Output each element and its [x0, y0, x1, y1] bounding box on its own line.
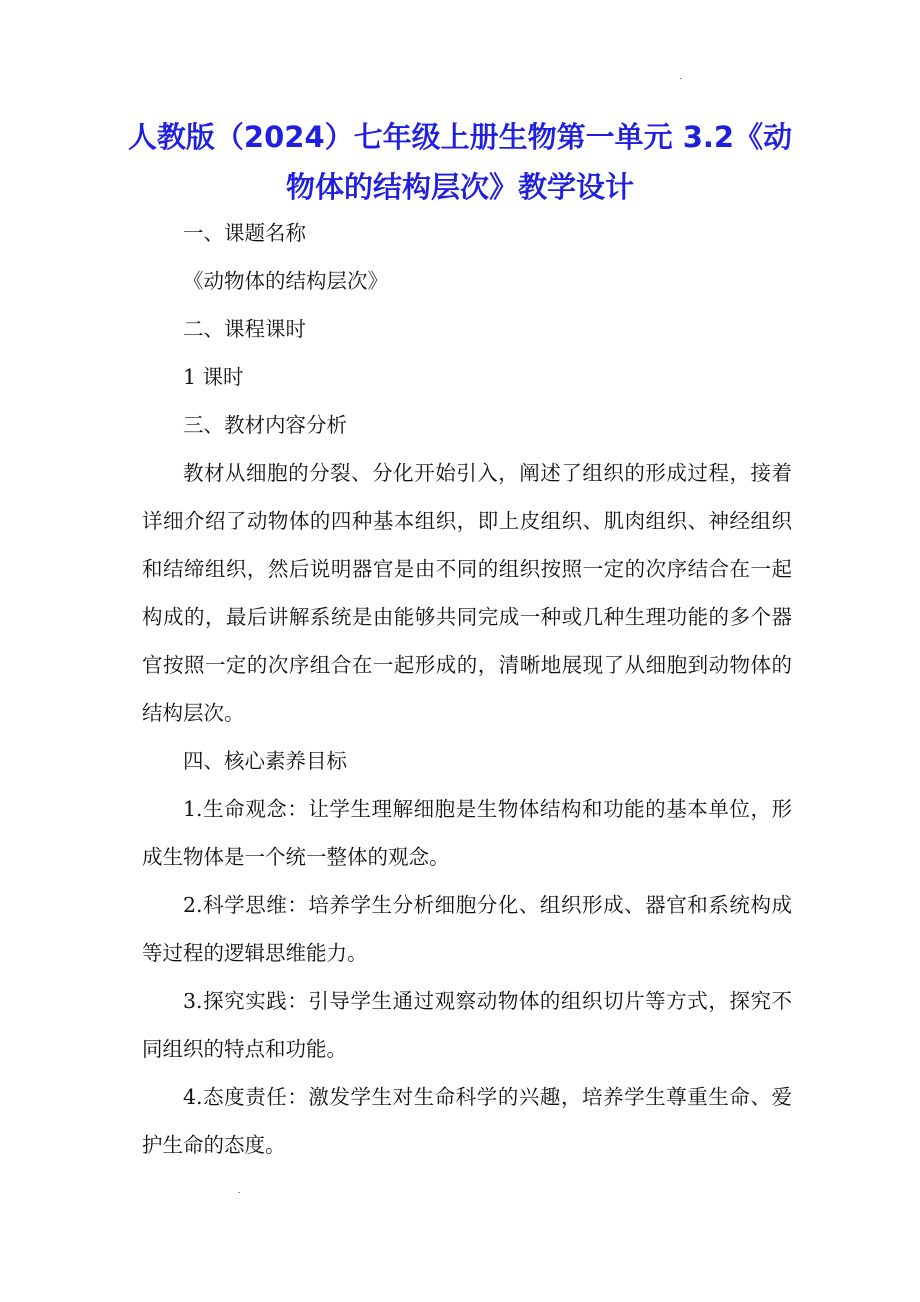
scan-dot-mark	[680, 78, 682, 79]
hours-value: 1 课时	[183, 365, 244, 389]
goal-item-3: 3.探究实践：引导学生通过观察动物体的组织切片等方式，探究不同组织的特点和功能。	[142, 989, 792, 1061]
section-heading-topic: 一、课题名称	[183, 221, 306, 245]
section-heading-analysis: 三、教材内容分析	[183, 413, 347, 437]
goal-item-1: 1.生命观念：让学生理解细胞是生物体结构和功能的基本单位，形成生物体是一个统一整体的观念。	[142, 797, 792, 869]
document-body	[142, 209, 792, 1169]
goal-item-4: 4.态度责任：激发学生对生命科学的兴趣，培养学生尊重生命、爱护生命的态度。	[142, 1085, 792, 1157]
topic-value: 《动物体的结构层次》	[183, 269, 388, 293]
analysis-paragraph: 教材从细胞的分裂、分化开始引入，阐述了组织的形成过程，接着详细介绍了动物体的四种基本组织，即上皮组织、肌肉组织、神经组织和结缔组织，然后说明器官是由不同的组织按照一定的次序结合在一起构成的，最后讲解系统是由能够共同完成一种或几种生理功能的多个器官按照一定的次序组合在一起形成的，清晰地展现了从细胞到动物体的结构层次。	[142, 461, 792, 725]
scan-dot-mark	[238, 1192, 240, 1193]
section-heading-hours: 二、课程课时	[183, 317, 306, 341]
section-heading-goals: 四、核心素养目标	[183, 749, 347, 773]
document-title: 人教版（2024）七年级上册生物第一单元 3.2《动物体的结构层次》教学设计	[127, 120, 793, 204]
goal-item-2: 2.科学思维：培养学生分析细胞分化、组织形成、器官和系统构成等过程的逻辑思维能力。	[142, 893, 792, 965]
